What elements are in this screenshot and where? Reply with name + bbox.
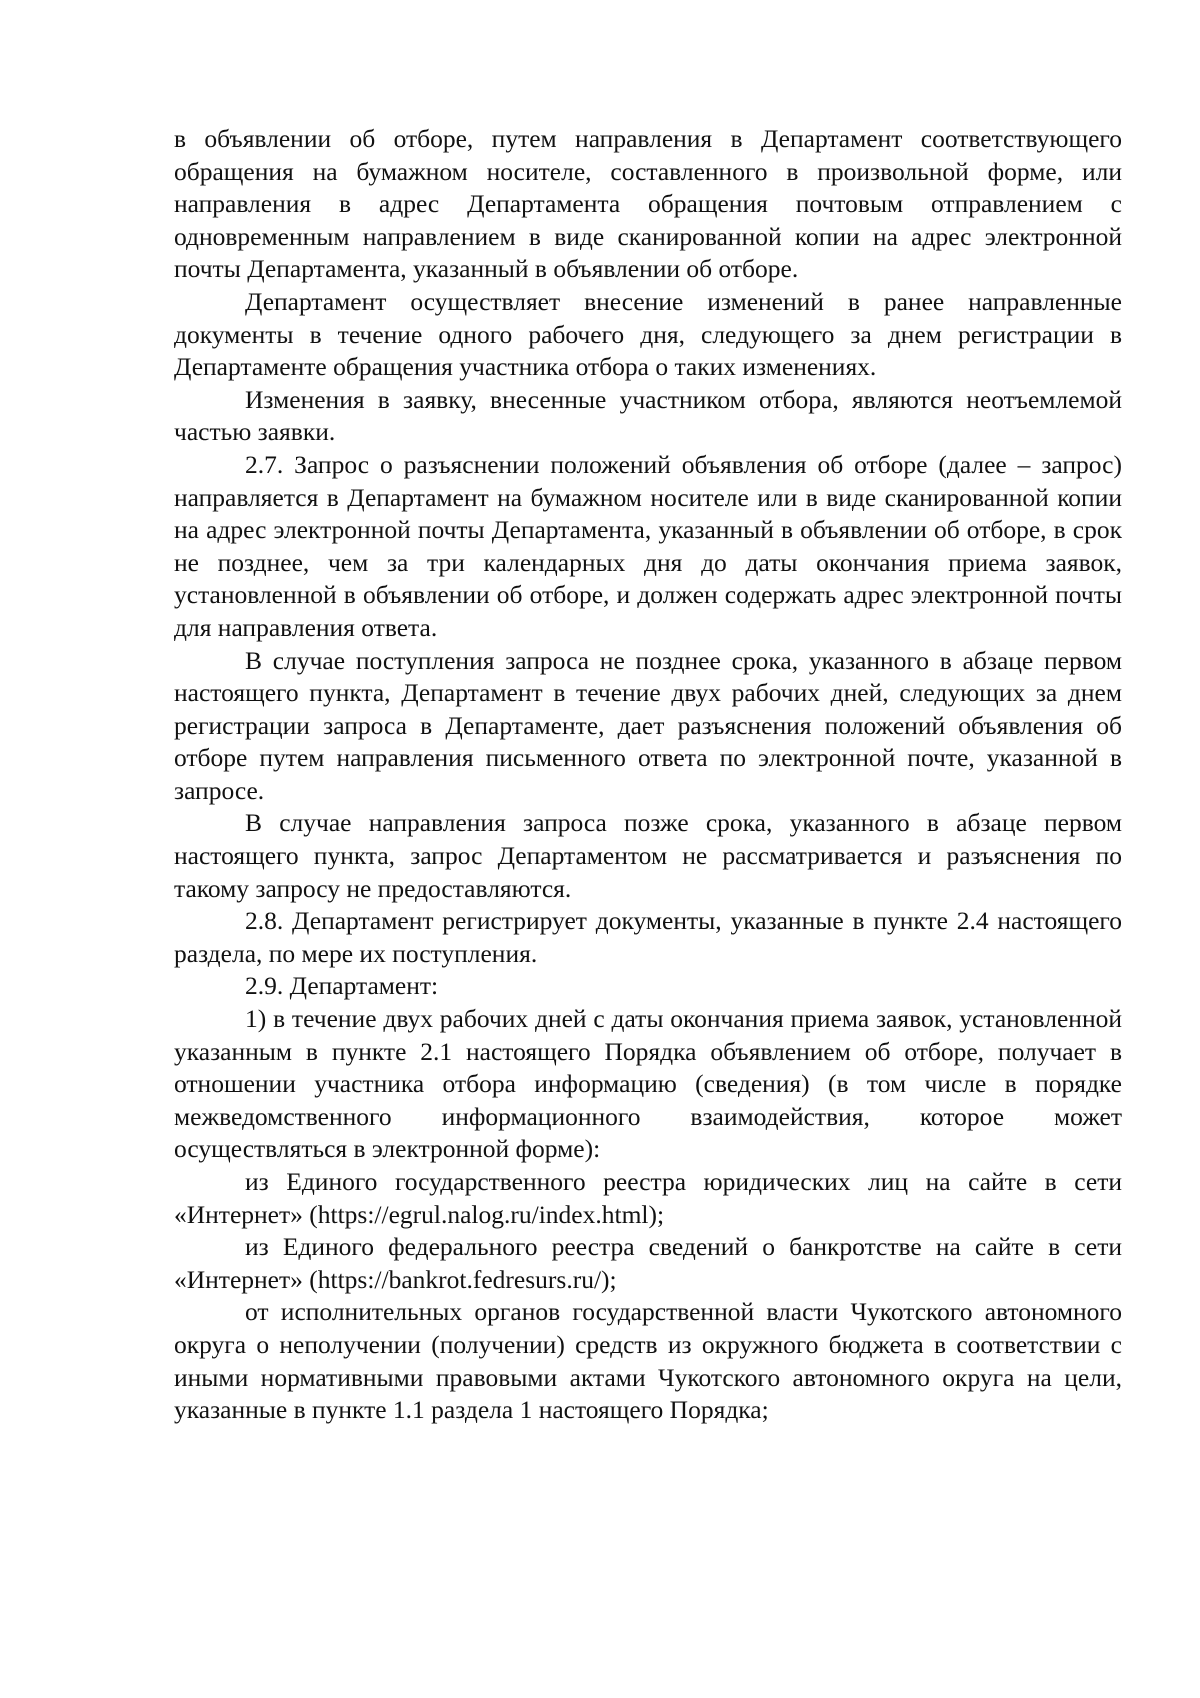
paragraph-7: 2.8. Департамент регистрирует документы, указанные в пункте 2.4 настоящего раздела, по мере их поступления. <box>174 906 1122 968</box>
paragraph-9: 1) в течение двух рабочих дней с даты окончания приема заявок, установленной указанным в пункте 2.1 настоящего Порядка объявлением об отборе, получает в отношении участника отбора информацию (сведения) (в том числе в порядке межведомственного информационного взаимодействия, которое может осуществляться в электронной форме): <box>174 1004 1122 1164</box>
paragraph-2: Департамент осуществляет внесение изменений в ранее направленные документы в течение одного рабочего дня, следующего за днем регистрации в Департаменте обращения участника отбора о таких изменениях. <box>174 286 1122 382</box>
paragraph-11: из Единого федерального реестра сведений о банкротстве на сайте в сети «Интернет» (https://bankrot.fedresurs.ru/); <box>174 1232 1122 1294</box>
paragraph-5: В случае поступления запроса не позднее срока, указанного в абзаце первом настоящего пункта, Департамент в течение двух рабочих дней, следующих за днем регистрации запроса в Департаменте, дает разъяснения положений объявления об отборе путем направления письменного ответа по электронной почте, указанной в запросе. <box>174 645 1122 805</box>
paragraph-4: 2.7. Запрос о разъяснении положений объявления об отборе (далее – запрос) направляется в Департамент на бумажном носителе или в виде сканированной копии на адрес электронной почты Департамента, указанный в объявлении об отборе, в срок не позднее, чем за три календарных дня до даты окончания приема заявок, установленной в объявлении об отборе, и должен содержать адрес электронной почты для направления ответа. <box>174 449 1122 642</box>
paragraph-6: В случае направления запроса позже срока, указанного в абзаце первом настоящего пункта, запрос Департаментом не рассматривается и разъяснения по такому запросу не предоставляются. <box>174 808 1122 903</box>
paragraph-3: Изменения в заявку, внесенные участником отбора, являются неотъемлемой частью заявки. <box>174 384 1122 447</box>
paragraph-12: от исполнительных органов государственной власти Чукотского автономного округа о неполучении (получении) средств из окружного бюджета в соответствии с иными нормативными правовыми актами Чукотского автономного округа на цели, указанные в пункте 1.1 раздела 1 настоящего Порядка; <box>174 1297 1122 1425</box>
paragraph-1: в объявлении об отборе, путем направления в Департамент соответствующего обращения на бумажном носителе, составленного в произвольной форме, или направления в адрес Департамента обращения почтовым отправлением с одновременным направлением в виде сканированной копии на адрес электронной почты Департамента, указанный в объявлении об отборе. <box>174 124 1122 284</box>
paragraph-10: из Единого государственного реестра юридических лиц на сайте в сети «Интернет» (https://egrul.nalog.ru/index.html); <box>174 1167 1122 1229</box>
paragraph-8: 2.9. Департамент: <box>245 971 439 1001</box>
document-body <box>174 123 1122 1427</box>
